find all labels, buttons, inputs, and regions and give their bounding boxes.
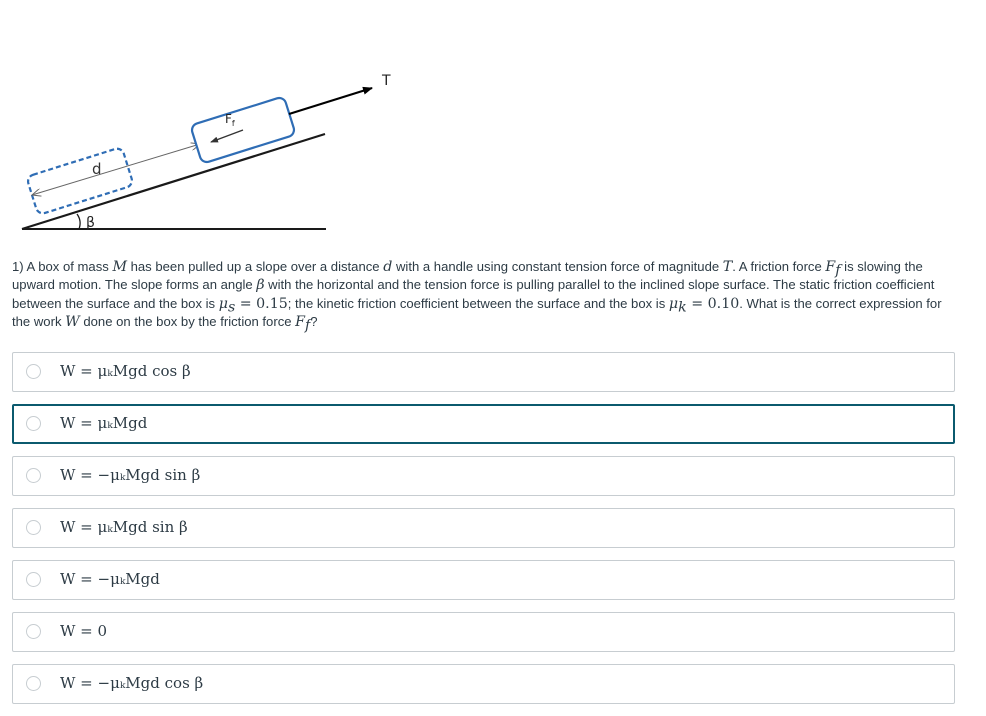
answer-label: W = −μₖMgd cos β — [60, 674, 204, 692]
answer-option[interactable] — [12, 664, 955, 704]
answer-label: W = −μₖMgd sin β — [60, 466, 201, 484]
radio-button[interactable] — [26, 572, 41, 587]
answer-option[interactable] — [12, 456, 955, 496]
answer-label: W = μₖMgd — [60, 414, 148, 432]
radio-button[interactable] — [26, 364, 41, 379]
radio-button[interactable] — [26, 624, 41, 639]
distance-label: d — [92, 160, 102, 178]
distance-arrow — [32, 144, 200, 195]
answer-label: W = 0 — [60, 622, 108, 640]
slope-line — [22, 134, 325, 229]
answer-label: W = μₖMgd cos β — [60, 362, 191, 380]
answer-option[interactable] — [12, 508, 955, 548]
friction-label: $F_f$ — [225, 112, 235, 128]
answer-label: W = μₖMgd sin β — [60, 518, 188, 536]
answer-label: W = −μₖMgd — [60, 570, 160, 588]
incline-diagram — [0, 60, 420, 240]
answer-list — [12, 352, 955, 716]
tension-arrow — [289, 88, 372, 114]
radio-button[interactable] — [26, 520, 41, 535]
question-text: 1) A box of mass M has been pulled up a slope over a distance d with a handle using constant tension force of magnitude T. A friction force $F_f$ is slowing the upward motion. The slope forms an angle β with the horizontal and the tension force is pulling parallel to the inclined slope surface. The static friction coefficient between the surface and the box is $\mu_s = 0.15$; the kinetic friction coefficient between the surface and the box is $\mu_k = 0.10$. What is the correct expression for the work W done on the box by the friction force $F_f$? — [12, 259, 942, 334]
answer-option-selected[interactable] — [12, 404, 955, 444]
initial-box-dashed — [26, 147, 133, 215]
answer-option[interactable] — [12, 560, 955, 600]
answer-option[interactable] — [12, 352, 955, 392]
angle-label: β — [86, 215, 95, 231]
radio-button[interactable] — [26, 676, 41, 691]
tension-label: T — [382, 73, 391, 89]
radio-button[interactable] — [26, 468, 41, 483]
answer-option[interactable] — [12, 612, 955, 652]
angle-arc — [77, 214, 80, 229]
radio-button[interactable] — [26, 416, 41, 431]
